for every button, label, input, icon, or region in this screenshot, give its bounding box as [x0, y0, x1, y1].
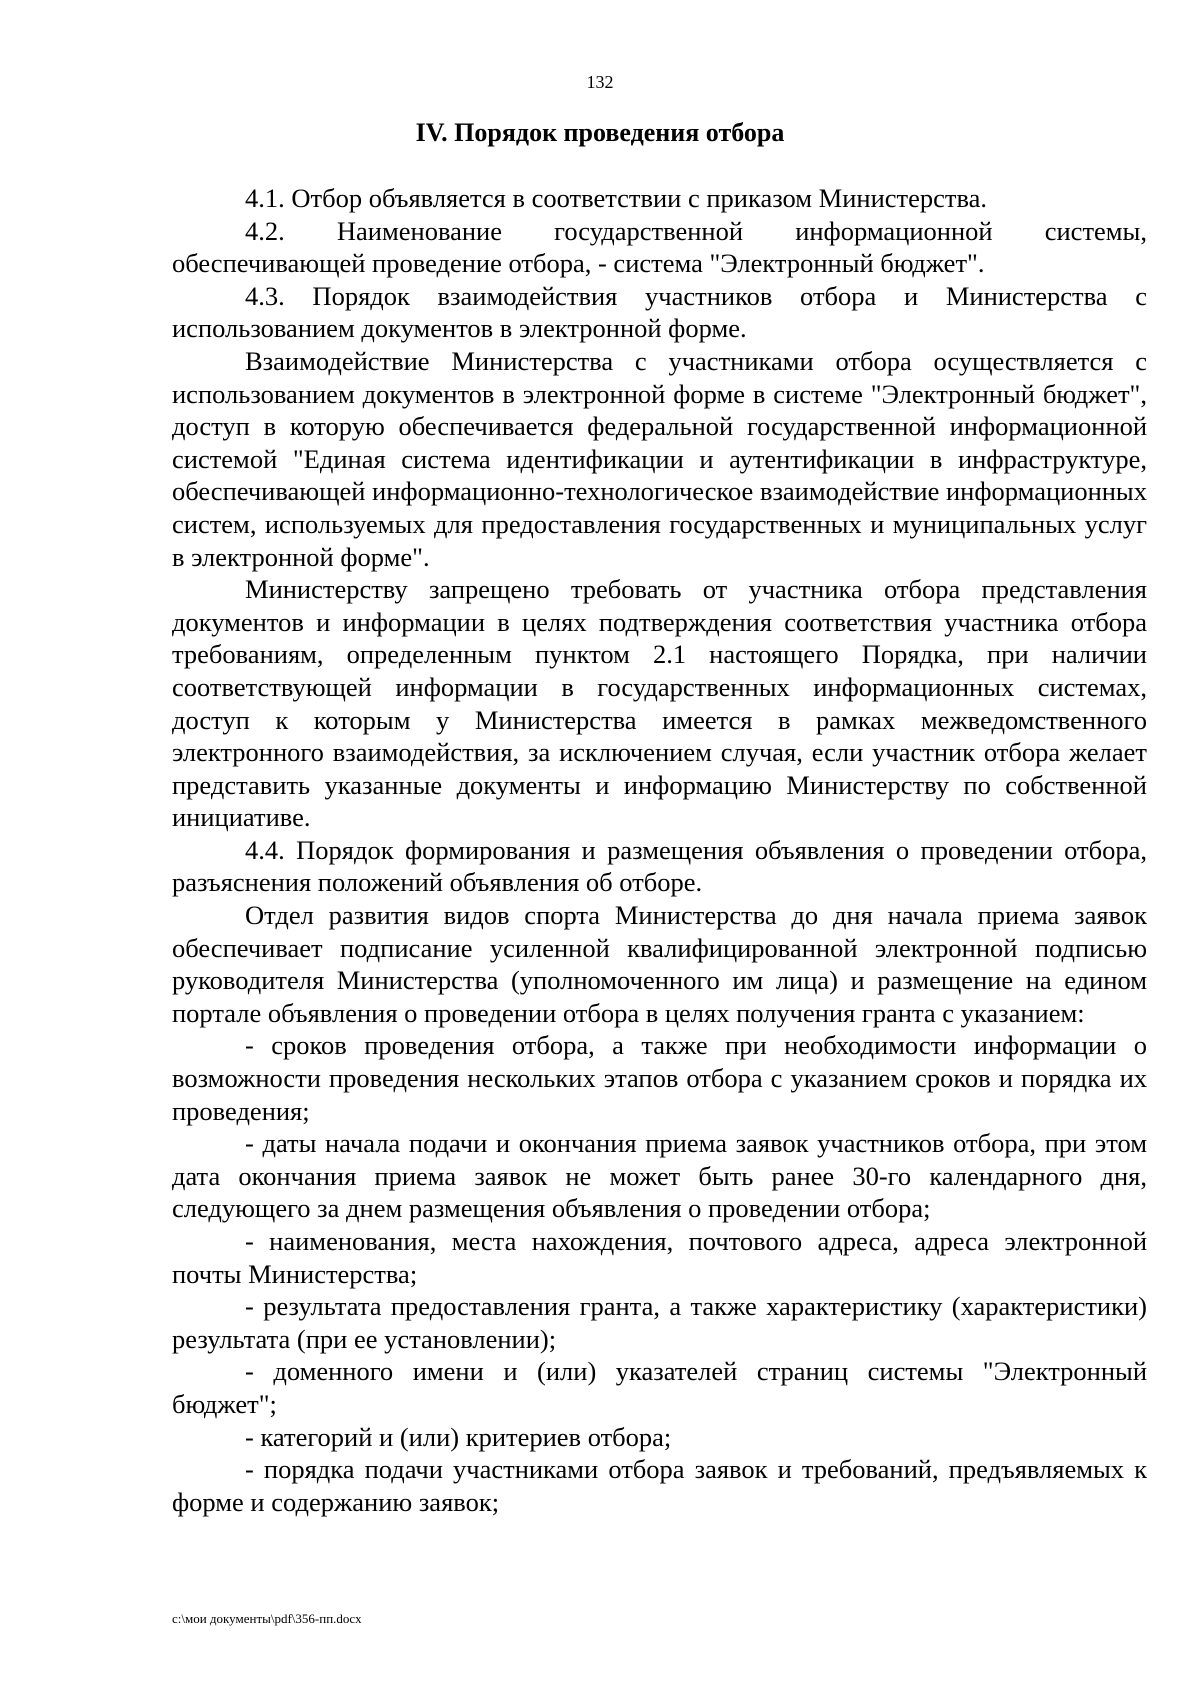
paragraph-4-3: 4.3. Порядок взаимодействия участников отбора и Министерства с использованием документов в электронной форме. — [172, 280, 1147, 344]
list-item: - результата предоставления гранта, а также характеристику (характеристики) результата (при ее установлении); — [172, 1291, 1147, 1354]
list-item: - доменного имени и (или) указателей страниц системы "Электронный бюджет"; — [172, 1356, 1147, 1419]
paragraph-4-1: 4.1. Отбор объявляется в соответствии с приказом Министерства. — [245, 183, 988, 213]
footer-file-path: c:\мои документы\pdf\356-пп.docx — [172, 1611, 362, 1626]
paragraph-4-2: 4.2. Наименование государственной информационной системы, обеспечивающей проведение отбора, - система "Электронный бюджет". — [172, 215, 1147, 279]
document-body — [172, 182, 1147, 1518]
paragraph-4-4: 4.4. Порядок формирования и размещения объявления о проведении отбора, разъяснения положений объявления об отборе. — [172, 834, 1147, 898]
paragraph-prohibition: Министерству запрещено требовать от участника отбора представления документов и информации в целях подтверждения соответствия участника отбора требованиям, определенным пунктом 2.1 настоящего Порядка, при наличии соответствующей информации в государственных информационных системах, доступ к которым у Министерства имеется в рамках межведомственного электронного взаимодействия, за исключением случая, если участник отбора желает представить указанные документы и информацию Министерству по собственной инициативе. — [172, 574, 1147, 833]
list-item: - порядка подачи участниками отбора заявок и требований, предъявляемых к форме и содержанию заявок; — [172, 1454, 1147, 1517]
section-heading: IV. Порядок проведения отбора — [415, 118, 785, 147]
list-item: - наименования, места нахождения, почтового адреса, адреса электронной почты Министерства; — [172, 1226, 1147, 1289]
page-number: 132 — [586, 72, 614, 92]
paragraph-department: Отдел развития видов спорта Министерства до дня начала приема заявок обеспечивает подписание усиленной квалифицированной электронной подписью руководителя Министерства (уполномоченного им лица) и размещение на едином портале объявления о проведении отбора в целях получения гранта с указанием: — [172, 900, 1147, 1028]
list-item: - даты начала подачи и окончания приема заявок участников отбора, при этом дата окончания приема заявок не может быть ранее 30-го календарного дня, следующего за днем размещения объявления о проведении отбора; — [172, 1128, 1147, 1224]
paragraph-interaction: Взаимодействие Министерства с участниками отбора осуществляется с использованием документов в электронной форме в системе "Электронный бюджет", доступ в которую обеспечивается федеральной государственной информационной системой "Единая система идентификации и аутентификации в инфраструктуре, обеспечивающей информационно-технологическое взаимодействие информационных систем, используемых для предоставления государственных и муниципальных услуг в электронной форме". — [172, 345, 1147, 572]
list-item: - сроков проведения отбора, а также при необходимости информации о возможности проведения нескольких этапов отбора с указанием сроков и порядка их проведения; — [172, 1030, 1147, 1126]
list-item: - категорий и (или) критериев отбора; — [245, 1421, 672, 1452]
